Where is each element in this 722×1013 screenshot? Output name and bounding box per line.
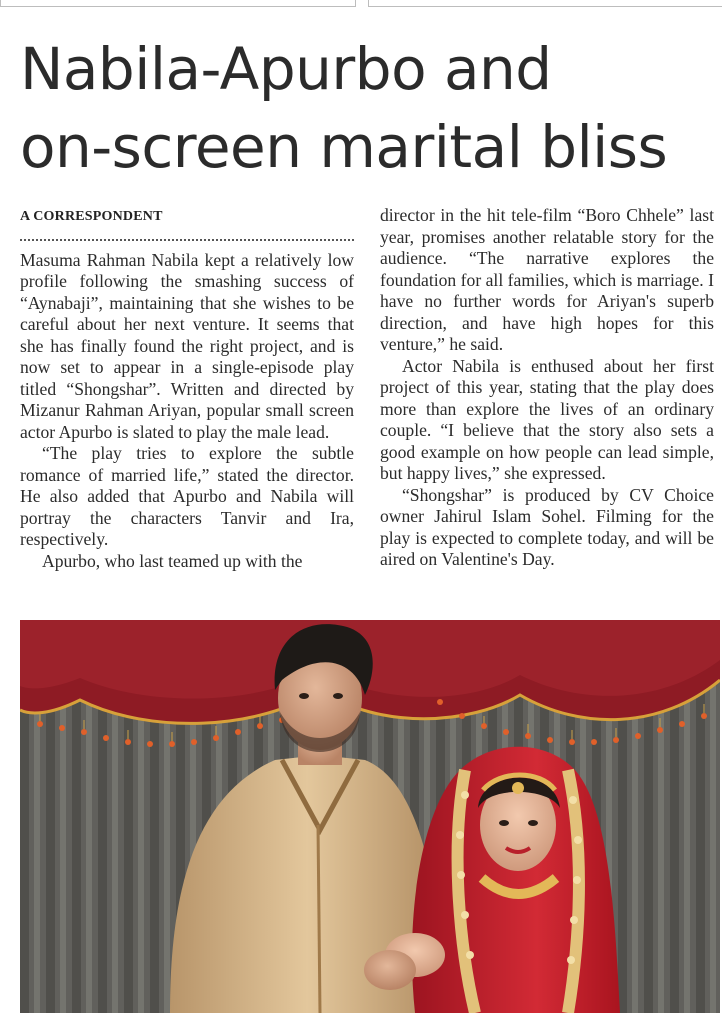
headline-line-2: on-screen marital bliss [20,113,668,181]
article-column-1 [20,206,354,572]
paragraph: “Shongshar” is produced by CV Choice owner Jahirul Islam Sohel. Filming for the play is expected to complete today, and will be aired on Valentine's Day. [380,484,714,569]
paragraph: Apurbo, who last teamed up with the [42,550,303,571]
article-column-2 [380,205,714,571]
headline [20,30,720,186]
paragraph: Masuma Rahman Nabila kept a relatively low profile following the smashing success of “Aynabaji”, maintaining that she wishes to be careful about her next venture. It seems that she has finally found the right project, and is now set to appear in a single-episode play titled “Shongshar”. Written and directed by Mizanur Rahman Ariyan, popular small screen actor Apurbo is slated to play the male lead. [20,249,354,442]
paragraph: director in the hit tele-film “Boro Chhele” last year, promises another relatable story for the audience. “The narrative explores the foundation for all families, which is marriage. I have no further words for Ariyan's superb direction, and have high hopes for this venture,” he said. [380,205,714,354]
byline-divider [20,239,354,241]
couple-photo [20,620,720,1013]
byline: A CORRESPONDENT [20,209,163,224]
paragraph: “The play tries to explore the subtle romance of married life,” stated the director. He also added that Apurbo and Nabila will portray the characters Tanvir and Ira, respectively. [20,443,354,549]
top-rule-left [0,0,356,7]
paragraph: Actor Nabila is enthused about her first project of this year, stating that the play does more than explore the lives of an ordinary couple. “I believe that the story also sets a good example on how people can lead simple, but happy lives,” she expressed. [380,355,714,483]
top-rule-right [368,0,722,7]
headline-line-1: Nabila-Apurbo and [20,35,552,103]
couple-photo-illustration [20,620,720,1013]
